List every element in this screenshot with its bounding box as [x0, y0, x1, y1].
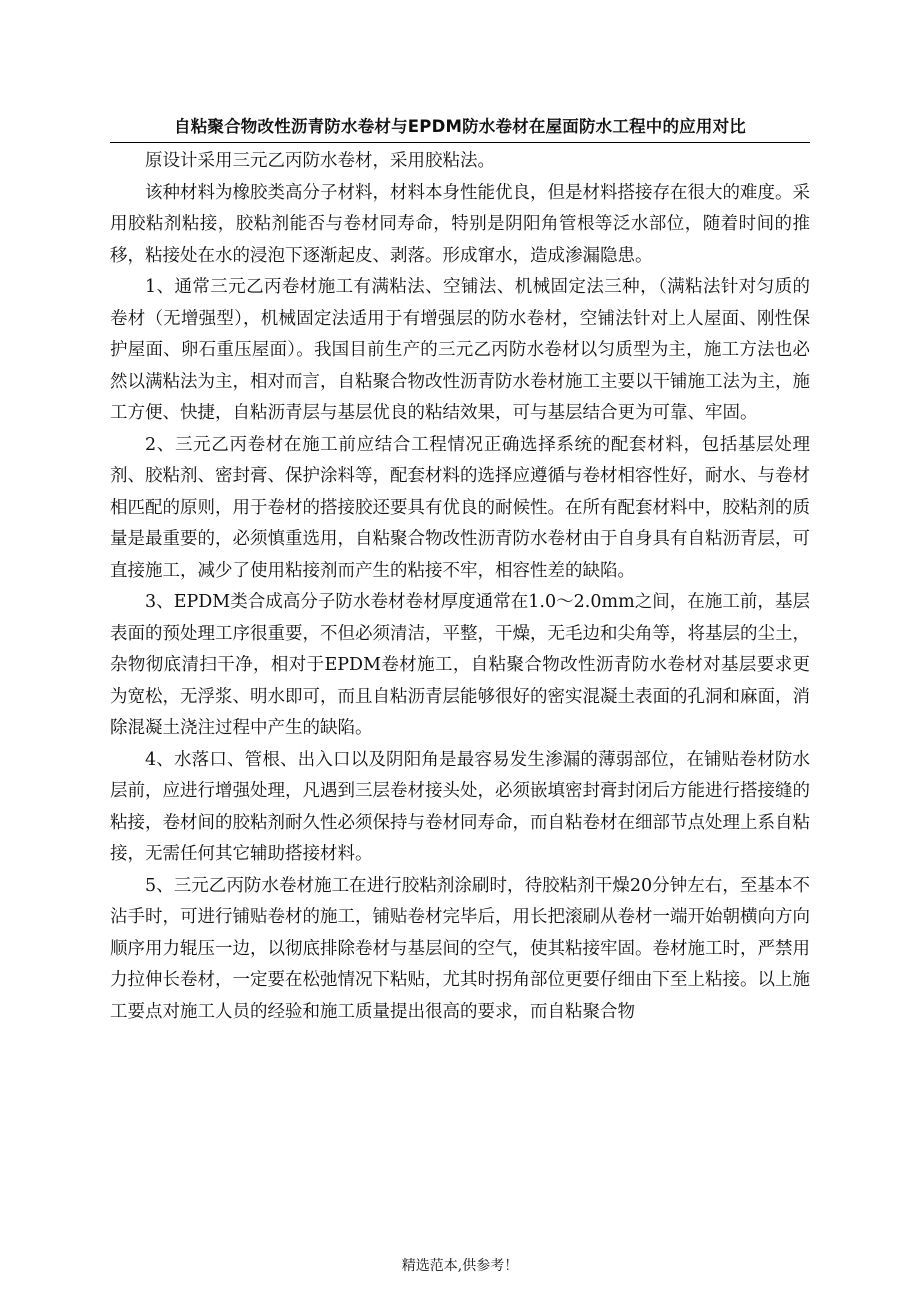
document-title: 自粘聚合物改性沥青防水卷材与EPDM防水卷材在屋面防水工程中的应用对比: [174, 117, 746, 136]
document-body: [110, 146, 810, 1028]
paragraph-point-3: 3、EPDM类合成高分子防水卷材卷材厚度通常在1.0～2.0mm之间，在施工前，基层表面的预处理工序很重要，不但必须清洁，平整，干燥，无毛边和尖角等，将基层的尘土，杂物彻底清扫干净，相对于EPDM卷材施工，自粘聚合物改性沥青防水卷材对基层要求更为宽松，无浮浆、明水即可，而且自粘沥青层能够很好的密实混凝土表面的孔洞和麻面，消除混凝土浇注过程中产生的缺陷。: [110, 592, 810, 738]
page-header: [110, 112, 810, 143]
paragraph-point-4: 4、水落口、管根、出入口以及阴阳角是最容易发生渗漏的薄弱部位，在铺贴卷材防水层前，应进行增强处理，凡遇到三层卷材接头处，必须嵌填密封膏封闭后方能进行搭接缝的粘接，卷材间的胶粘剂耐久性必须保持与卷材同寿命，而自粘卷材在细部节点处理上系自粘接，无需任何其它辅助搭接材料。: [110, 749, 810, 864]
paragraph-point-1: 1、通常三元乙丙卷材施工有满粘法、空铺法、机械固定法三种，（满粘法针对匀质的卷材（无增强型），机械固定法适用于有增强层的防水卷材，空铺法针对上人屋面、刚性保护屋面、卵石重压屋面）。我国目前生产的三元乙丙防水卷材以匀质型为主，施工方法也必然以满粘法为主，相对而言，自粘聚合物改性沥青防水卷材施工主要以干铺施工法为主，施工方便、快捷，自粘沥青层与基层优良的粘结效果，可与基层结合更为可靠、牢固。: [110, 277, 810, 423]
page-footer: 精选范本,供参考！: [401, 1258, 519, 1274]
paragraph-original-design: 原设计采用三元乙丙防水卷材，采用胶粘法。: [145, 151, 495, 171]
paragraph-point-2: 2、三元乙丙卷材在施工前应结合工程情况正确选择系统的配套材料，包括基层处理剂、胶粘剂、密封膏、保护涂料等，配套材料的选择应遵循与卷材相容性好，耐水、与卷材相匹配的原则，用于卷材的搭接胶还要具有优良的耐候性。在所有配套材料中，胶粘剂的质量是最重要的，必须慎重选用，自粘聚合物改性沥青防水卷材由于自身具有自粘沥青层，可直接施工，减少了使用粘接剂而产生的粘接不牢，相容性差的缺陷。: [110, 434, 810, 581]
paragraph-material-intro: 该种材料为橡胶类高分子材料，材料本身性能优良，但是材料搭接存在很大的难度。采用胶粘剂粘接，胶粘剂能否与卷材同寿命，特别是阴阳角管根等泛水部位，随着时间的推移，粘接处在水的浸泡下逐渐起皮、剥落。形成窜水，造成渗漏隐患。: [110, 182, 810, 266]
paragraph-point-5: 5、三元乙丙防水卷材施工在进行胶粘剂涂刷时，待胶粘剂干燥20分钟左右，至基本不沾手时，可进行铺贴卷材的施工，铺贴卷材完毕后，用长把滚刷从卷材一端开始朝横向方向顺序用力辊压一边，以彻底排除卷材与基层间的空气，使其粘接牢固。卷材施工时，严禁用力拉伸长卷材，一定要在松弛情况下粘贴，尤其时拐角部位更要仔细由下至上粘接。以上施工要点对施工人员的经验和施工质量提出很高的要求，而自粘聚合物: [110, 875, 810, 1022]
